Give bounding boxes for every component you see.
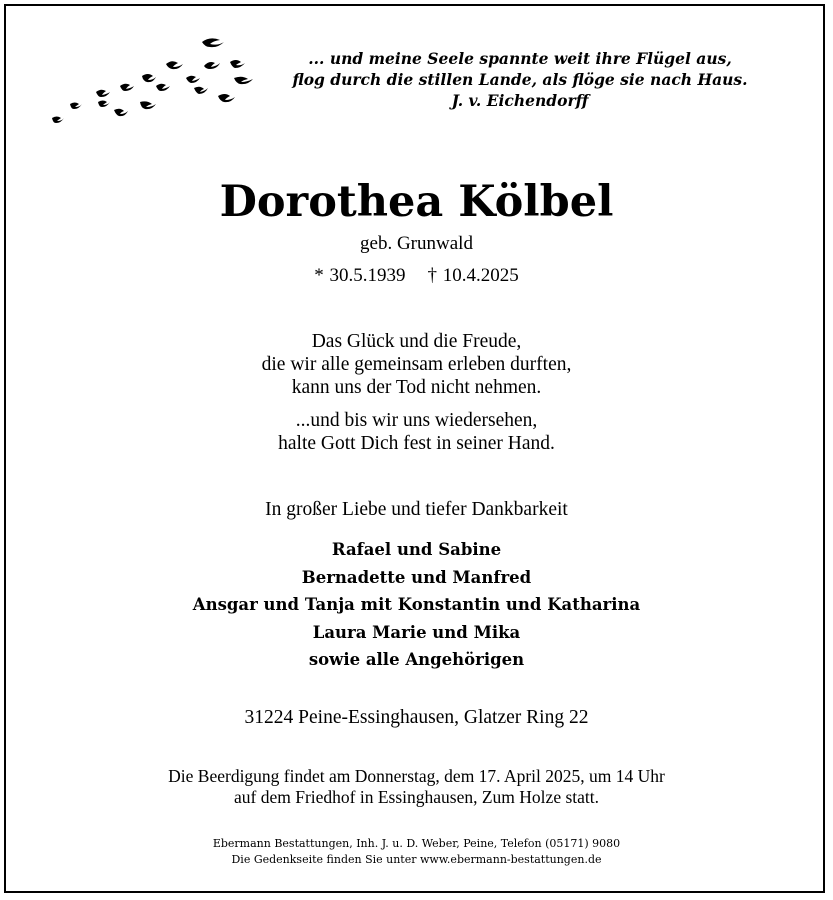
bird-icon: [142, 74, 156, 82]
poem-stanza-1: [0, 330, 833, 399]
funeral-line: auf dem Friedhof in Essinghausen, Zum Holze statt.: [234, 787, 599, 807]
bird-icon: [202, 38, 224, 47]
eichendorff-quote: [290, 48, 750, 111]
mourner-entry: Rafael und Sabine: [331, 540, 502, 559]
flying-birds-icon: [44, 30, 274, 130]
bird-icon: [70, 103, 82, 110]
bird-icon: [234, 77, 253, 84]
mourners-list: [0, 536, 833, 674]
family-address: 31224 Peine-Essinghausen, Glatzer Ring 22: [244, 707, 589, 728]
poem-stanza-2: [0, 409, 833, 455]
bird-icon: [120, 84, 134, 91]
undertaker-contact: Ebermann Bestattungen, Inh. J. u. D. Weber, Peine, Telefon (05171) 9080: [212, 837, 621, 850]
bird-icon: [204, 62, 220, 69]
quote-author: J. v. Eichendorff: [451, 91, 589, 110]
quote-line: ... und meine Seele spannte weit ihre Flügel aus,: [308, 49, 732, 68]
death-date: † 10.4.2025: [427, 265, 519, 286]
bird-icon: [166, 61, 183, 69]
bird-icon: [96, 90, 110, 97]
bird-icon: [218, 94, 235, 102]
poem-line: Das Glück und die Freude,: [311, 331, 522, 352]
memorial-page-link: Die Gedenkseite finden Sie unter www.ebermann-bestattungen.de: [231, 853, 602, 866]
mourner-entry: Bernadette und Manfred: [301, 567, 532, 587]
bird-icon: [186, 76, 200, 83]
poem-line: ...und bis wir uns wiedersehen,: [295, 410, 538, 431]
poem-line: halte Gott Dich fest in seiner Hand.: [278, 433, 555, 454]
funeral-line: Die Beerdigung findet am Donnerstag, dem 17. April 2025, um 14 Uhr: [168, 766, 665, 786]
bird-icon: [140, 101, 156, 109]
bird-icon: [230, 60, 245, 68]
quote-line: flog durch die stillen Lande, als flöge sie nach Haus.: [292, 70, 748, 89]
dedication-line: In großer Liebe und tiefer Dankbarkeit: [265, 499, 568, 520]
life-dates: [0, 264, 833, 288]
mourner-entry: Ansgar und Tanja mit Konstantin und Katharina: [192, 595, 641, 614]
bird-icon: [52, 117, 64, 124]
funeral-notice: [0, 766, 833, 808]
bird-icon: [114, 109, 128, 116]
mourner-entry: sowie alle Angehörigen: [308, 650, 525, 669]
poem-line: die wir alle gemeinsam erleben durften,: [261, 354, 572, 375]
mourner-entry: Laura Marie und Mika: [312, 622, 521, 642]
undertaker-footer: [0, 836, 833, 868]
bird-icon: [156, 84, 170, 91]
bird-icon: [194, 87, 208, 94]
birth-date: * 30.5.1939: [314, 265, 406, 286]
deceased-name: Dorothea Kölbel: [219, 177, 614, 227]
bird-icon: [98, 101, 110, 108]
poem-line: kann uns der Tod nicht nehmen.: [291, 377, 542, 398]
birth-name: geb. Grunwald: [360, 233, 473, 254]
